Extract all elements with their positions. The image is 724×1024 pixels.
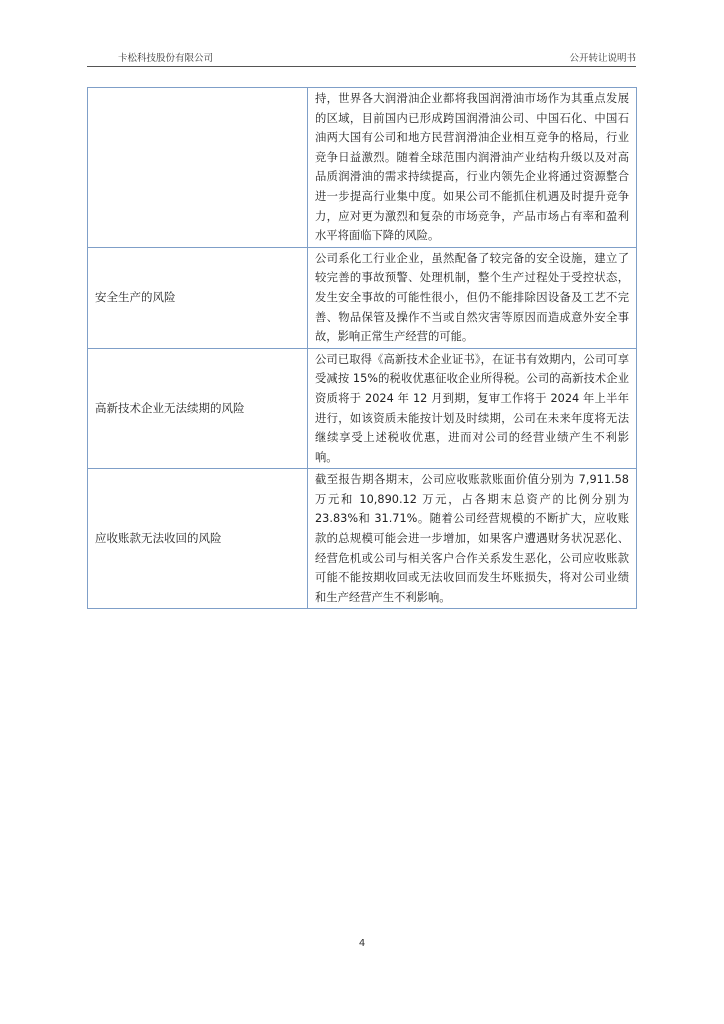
page-number: 4 [358,938,366,949]
risk-description-cell: 截至报告期各期末，公司应收账款账面价值分别为 7,911.58 万元和 10,890.12 万元，占各期末总资产的比例分别为 23.83%和 31.71%。随着公司经营规模的不断扩大，应收账款的总规模可能会进一步增加，如果客户遭遇财务状况恶化、经营危机或公司与相关客户合作关系发生恶化，公司应收账款可能不能按期收回或无法收回而发生坏账损失，将对公司业绩和生产经营产生不利影响。 [308,469,637,609]
risk-table [87,87,637,609]
table-row [88,88,637,248]
document-title: 公开转让说明书 [569,53,636,64]
risk-name-cell: 高新技术企业无法续期的风险 [88,348,308,469]
risk-description-cell: 公司系化工行业企业，虽然配备了较完备的安全设施，建立了较完善的事故预警、处理机制，整个生产过程处于受控状态，发生安全事故的可能性很小，但仍不能排除因设备及工艺不完善、物品保管及操作不当或自然灾害等原因而造成意外安全事故，影响正常生产经营的可能。 [308,247,637,348]
risk-description-cell: 公司已取得《高新技术企业证书》，在证书有效期内，公司可享受减按 15%的税收优惠征收企业所得税。公司的高新技术企业资质将于 2024 年 12 月到期，复审工作将于 2024 年上半年进行，如该资质未能按计划及时续期，公司在未来年度将无法继续享受上述税收优惠，进而对公司的经营业绩产生不利影响。 [308,348,637,469]
risk-name-cell: 安全生产的风险 [88,247,308,348]
page-header [87,52,636,67]
table-row [88,469,637,609]
risk-name-cell [88,88,308,248]
risk-name-cell: 应收账款无法收回的风险 [88,469,308,609]
company-name: 卡松科技股份有限公司 [118,53,214,64]
risk-description-cell: 持，世界各大润滑油企业都将我国润滑油市场作为其重点发展的区域，目前国内已形成跨国润滑油公司、中国石化、中国石油两大国有公司和地方民营润滑油企业相互竞争的格局，行业竞争日益激烈。随着全球范围内润滑油产业结构升级以及对高品质润滑油的需求持续提高，行业内领先企业将通过资源整合进一步提高行业集中度。如果公司不能抓住机遇及时提升竞争力，应对更为激烈和复杂的市场竞争，产品市场占有率和盈利水平将面临下降的风险。 [308,88,637,248]
table-row [88,247,637,348]
table-row [88,348,637,469]
